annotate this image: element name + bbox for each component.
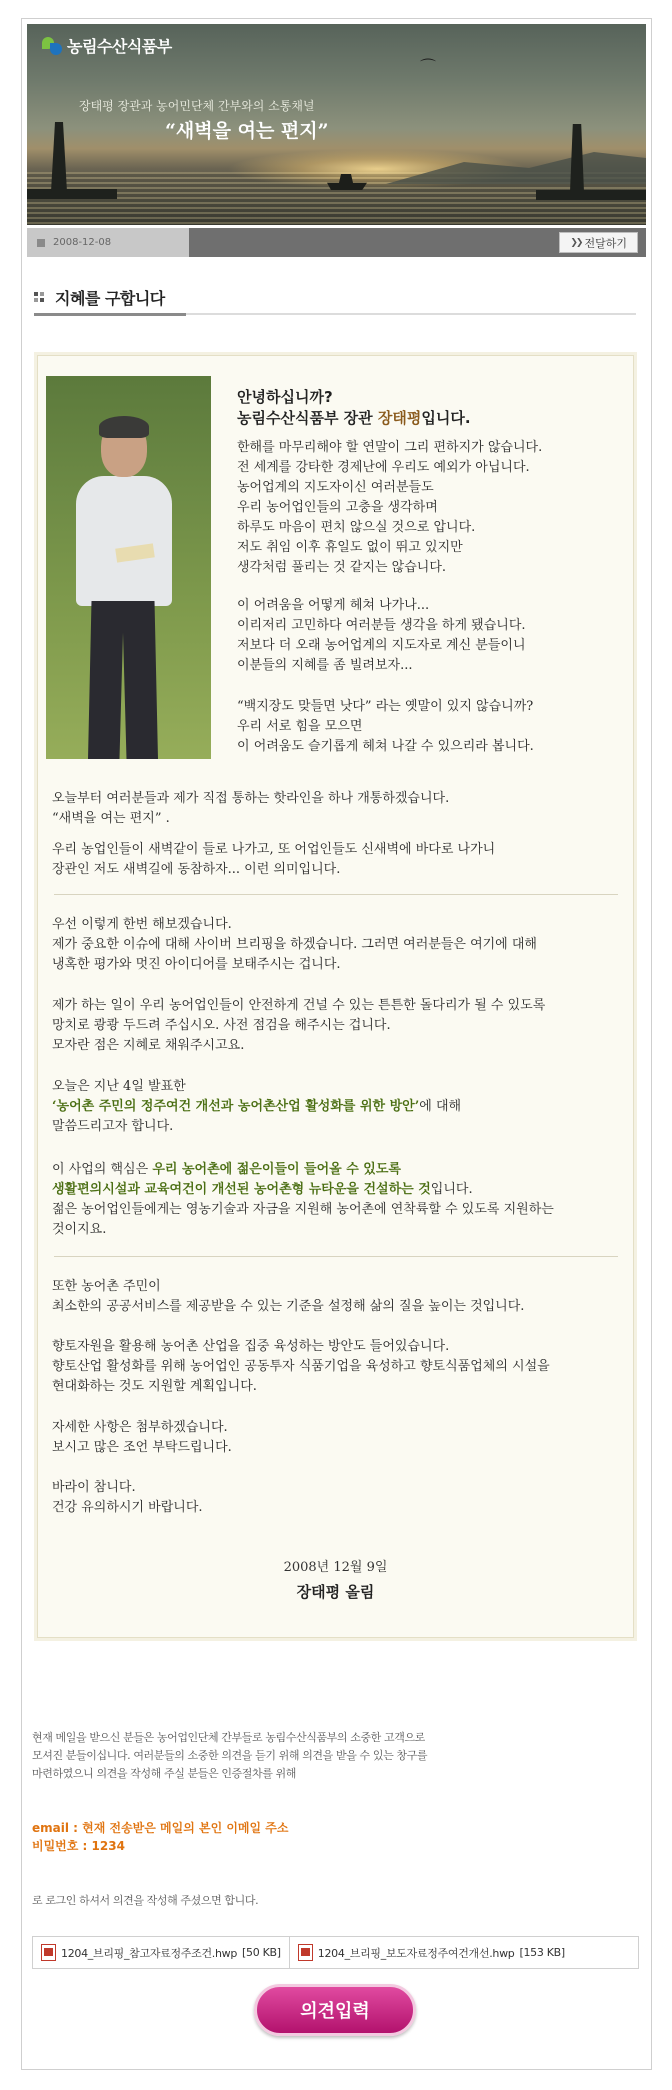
paragraph-4: 오늘부터 여러분들과 제가 직접 통하는 핫라인을 하나 개통하겠습니다. “새벽을 여는 편지” . — [52, 791, 450, 826]
attachment-size: [50 KB] — [242, 1946, 281, 1959]
paragraph-11: 향토자원을 활용해 농어촌 산업을 집중 육성하는 방안도 들어있습니다. 향토산업 활성화를 위해 농어업인 공동투자 식품기업을 육성하고 향토식품업체의 시설을 현대화하는 것도 지원할 계획입니다. — [52, 1339, 550, 1394]
grid-square-icon — [34, 292, 45, 303]
mail-date: 2008-12-08 — [53, 237, 112, 248]
greeting-line-2: 농림수산식품부 장관 장태평입니다. — [237, 409, 471, 427]
lighthouse-left — [51, 122, 67, 192]
attachment-size: [153 KB] — [519, 1946, 565, 1959]
divider-1 — [54, 894, 618, 895]
core-highlight-1: 우리 농어촌에 젊은이들이 들어올 수 있도록 — [152, 1162, 401, 1177]
forward-button-label: 전달하기 — [584, 236, 627, 250]
footer-notice: 현재 메일을 받으신 분들은 농어업인단체 간부들로 농림수산식품부의 소중한 고객으로 모셔진 분들이십니다. 여러분들의 소중한 의견을 듣기 위해 의견을 받을 수 있는 창구를 마련하였으니 의견을 작성해 주실 분들은 인증절차를 위해 — [32, 1731, 428, 1780]
paragraph-5: 우리 농업인들이 새벽같이 들로 나가고, 또 어업인들도 신새벽에 바다로 나가니 장관인 저도 새벽길에 동참하자... 이런 의미입니다. — [52, 842, 496, 877]
login-instruction: 로 로그인 하셔서 의견을 작성해 주셨으면 합니다. — [32, 1894, 259, 1907]
logo-text: 농림수산식품부 — [67, 37, 172, 56]
bird-icon: ⌒ — [420, 57, 437, 76]
greeting-line-1: 안녕하십니까? — [237, 388, 333, 406]
pier-right — [536, 190, 646, 200]
attachment-filename: 1204_브리핑_보도자료정주여건개선.hwp — [317, 1946, 515, 1960]
forward-button[interactable] — [559, 232, 638, 253]
minister-photo — [46, 376, 211, 759]
banner-title: “새벽을 여는 편지” — [165, 120, 329, 142]
header-banner — [27, 24, 646, 225]
email-credential: email : 현재 전송받은 메일의 본인 이메일 주소 — [32, 1821, 289, 1835]
paragraph-6: 우선 이렇게 한번 해보겠습니다. 제가 중요한 이슈에 대해 사이버 브리핑을 하겠습니다. 그러면 여러분들은 여기에 대해 냉혹한 평가와 멋진 아이디어를 보태주시는 겁니다. — [52, 917, 537, 972]
password-credential: 비밀번호 : 1234 — [32, 1839, 125, 1853]
banner-subtitle: 장태평 장관과 농어민단체 간부와의 소통채널 — [79, 99, 315, 113]
login-credentials — [32, 1819, 288, 1855]
letter-body — [37, 355, 634, 1638]
lighthouse-right — [570, 124, 584, 192]
paragraph-3: “백지장도 맞들면 낫다” 라는 옛말이 있지 않습니까? 우리 서로 힘을 모으면 이 어려움도 슬기롭게 헤쳐 나갈 수 있으리라 봅니다. — [237, 699, 534, 754]
double-chevron-right-icon: ❯❯ — [570, 237, 582, 248]
paragraph-13: 바라이 참니다. 건강 유의하시기 바랍니다. — [52, 1480, 203, 1515]
greeting — [237, 387, 471, 429]
section-heading — [34, 286, 165, 309]
core-highlight-2: 생활편의시설과 교육여건이 개선된 농어촌형 뉴타운을 건설하는 것 — [52, 1182, 431, 1197]
pier-left — [27, 189, 117, 199]
signature-date: 2008년 12월 9일 — [283, 1560, 388, 1575]
policy-highlight: ‘농어촌 주민의 정주여건 개선과 농어촌산업 활성화를 위한 방안’ — [52, 1099, 420, 1114]
attachment-list — [32, 1936, 639, 1969]
signature-name: 장태평 올림 — [296, 1583, 375, 1601]
hwp-file-icon — [41, 1944, 56, 1961]
section-underline — [34, 313, 636, 315]
paragraph-7: 제가 하는 일이 우리 농어업인들이 안전하게 건널 수 있는 튼튼한 돌다리가 될 수 있도록 망치로 쾅쾅 두드려 주십시오. 사전 점검을 해주시는 겁니다. 모자란 점은 지혜로 채워주시고요. — [52, 998, 546, 1053]
ministry-logo-icon — [41, 35, 63, 57]
mail-frame — [21, 18, 652, 2070]
paragraph-12: 자세한 사항은 첨부하겠습니다. 보시고 많은 조언 부탁드립니다. — [52, 1420, 232, 1455]
paragraph-9: 이 사업의 핵심은 우리 농어촌에 젊은이들이 들어올 수 있도록 생활편의시설과 교육여건이 개선된 농어촌형 뉴타운을 건설하는 것입니다. 젊은 농어업인들에게는 영농기술과 자금을 지원해 농어촌에 연착륙할 수 있도록 지원하는 것이지요. — [52, 1162, 554, 1237]
attachment-item[interactable] — [33, 1937, 289, 1968]
paragraph-1: 한해를 마무리해야 할 연말이 그리 편하지가 않습니다. 전 세계를 강타한 경제난에 우리도 예외가 아닙니다. 농어업계의 지도자이신 여러분들도 우리 농어업인들의 고충을 생각하며 하루도 마음이 편치 않으실 것으로 압니다. 저도 취임 이후 휴일도 없이 뛰고 있지만 생각처럼 풀리는 것 같지는 않습니다. — [237, 440, 543, 575]
opinion-input-button[interactable]: 의견입력 — [254, 1984, 416, 2036]
hwp-file-icon — [298, 1944, 313, 1961]
minister-name: 장태평 — [377, 409, 422, 427]
attachment-item[interactable] — [289, 1937, 573, 1968]
paragraph-10: 또한 농어촌 주민이 최소한의 공공서비스를 제공받을 수 있는 기준을 설정해 삶의 질을 높이는 것입니다. — [52, 1279, 525, 1314]
date-area — [27, 228, 189, 257]
paragraph-2: 이 어려움을 어떻게 헤쳐 나가나... 이리저리 고민하다 여러분들 생각을 하게 됐습니다. 저보다 더 오래 농어업계의 지도자로 계신 분들이니 이분들의 지혜를 좀 빌려보자... — [237, 598, 526, 673]
date-bar — [27, 228, 646, 257]
paragraph-8: 오늘은 지난 4일 발표한 ‘농어촌 주민의 정주여건 개선과 농어촌산업 활성화를 위한 방안’에 대해 말씀드리고자 합니다. — [52, 1079, 462, 1134]
ministry-logo — [41, 34, 172, 57]
attachment-filename: 1204_브리핑_참고자료정주조건.hwp — [61, 1946, 238, 1960]
divider-2 — [54, 1256, 618, 1257]
section-title: 지혜를 구합니다 — [55, 289, 165, 308]
date-square-icon — [37, 239, 45, 247]
